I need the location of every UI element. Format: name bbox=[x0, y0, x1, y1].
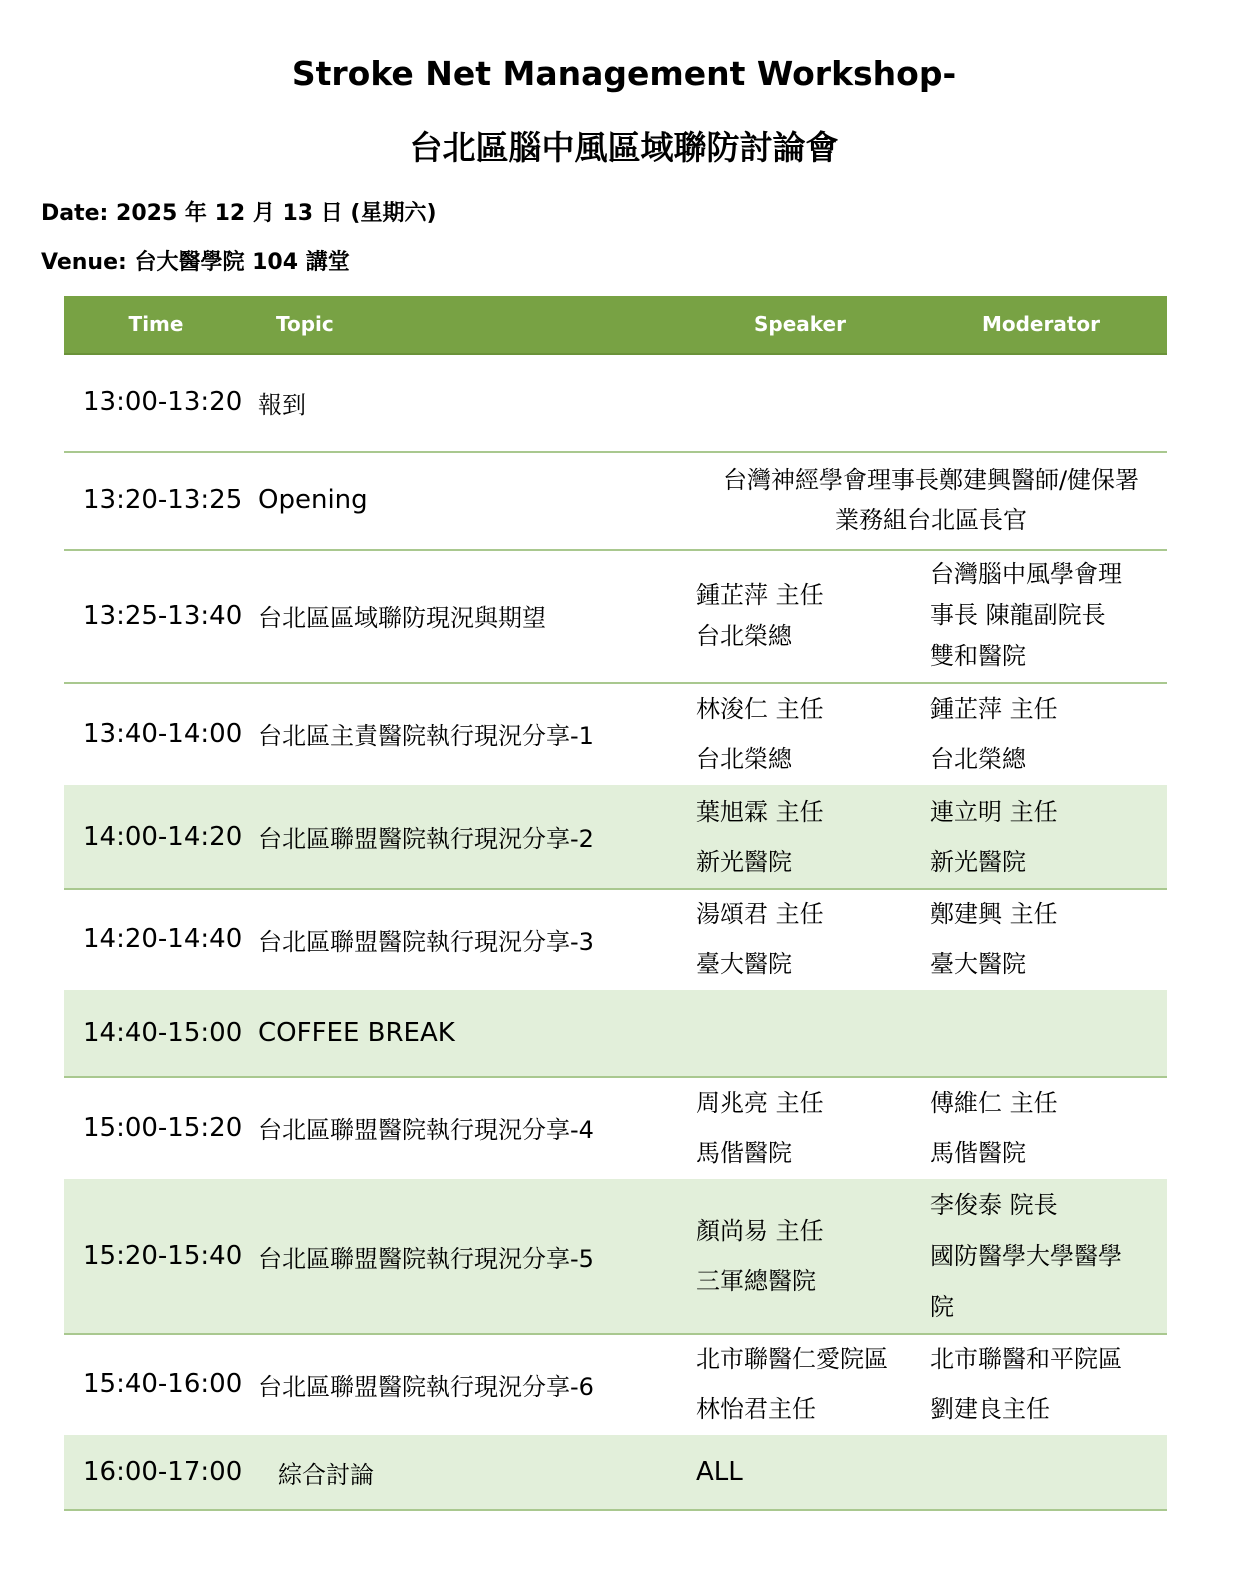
row-time: 15:00-15:20 bbox=[83, 1112, 243, 1143]
page-title: Stroke Net Management Workshop- bbox=[291, 54, 957, 93]
moderator-name: 傅維仁 主任 bbox=[930, 1088, 1058, 1117]
speaker-name: 林怡君主任 bbox=[696, 1395, 816, 1423]
row-topic: 報到 bbox=[258, 390, 306, 419]
row-moderator bbox=[930, 785, 1165, 888]
header-topic: Topic bbox=[276, 312, 334, 336]
row-speaker bbox=[696, 682, 924, 785]
row-topic: 台北區聯盟醫院執行現況分享-5 bbox=[258, 1244, 594, 1273]
table-row bbox=[64, 451, 1167, 551]
table-header bbox=[64, 296, 1167, 355]
event-venue bbox=[41, 248, 350, 278]
row-topic: 綜合討論 bbox=[278, 1460, 374, 1489]
speaker-affiliation: 新光醫院 bbox=[696, 847, 792, 876]
moderator-name: 劉建良主任 bbox=[930, 1395, 1050, 1423]
row-speaker bbox=[696, 1179, 924, 1333]
speaker-affiliation: 台北榮總 bbox=[696, 744, 792, 773]
moderator-name: 鍾芷萍 主任 bbox=[930, 694, 1058, 723]
event-date bbox=[41, 199, 437, 229]
table-row bbox=[64, 353, 1167, 453]
row-topic: Opening bbox=[258, 485, 368, 515]
moderator-affiliation: 新光醫院 bbox=[930, 847, 1026, 876]
row-topic: 台北區聯盟醫院執行現況分享-3 bbox=[258, 927, 594, 956]
table-row bbox=[64, 1333, 1167, 1437]
moderator-line: 李俊泰 院長 bbox=[930, 1190, 1058, 1219]
speaker-affiliation: 三軍總醫院 bbox=[696, 1267, 816, 1295]
row-time: 13:00-13:20 bbox=[83, 387, 243, 417]
row-time: 14:20-14:40 bbox=[83, 924, 243, 954]
moderator-affiliation: 台北榮總 bbox=[930, 744, 1026, 773]
moderator-name: 連立明 主任 bbox=[930, 797, 1058, 826]
row-moderator bbox=[930, 1333, 1165, 1435]
row-time: 15:20-15:40 bbox=[83, 1241, 243, 1271]
speaker-name: 林浚仁 主任 bbox=[696, 694, 824, 723]
row-time: 14:40-15:00 bbox=[83, 1018, 243, 1048]
table-row bbox=[64, 1076, 1167, 1181]
speaker-name: 周兆亮 主任 bbox=[696, 1088, 824, 1117]
table-row bbox=[64, 1179, 1167, 1335]
row-speaker bbox=[696, 888, 924, 990]
speaker-affiliation: 台北榮總 bbox=[696, 621, 792, 650]
moderator-affiliation: 臺大醫院 bbox=[930, 950, 1026, 978]
speaker-affiliation: 馬偕醫院 bbox=[696, 1138, 792, 1167]
moderator-affiliation: 北市聯醫和平院區 bbox=[930, 1345, 1122, 1373]
moderator-name: 鄭建興 主任 bbox=[930, 900, 1058, 928]
row-topic: 台北區聯盟醫院執行現況分享-4 bbox=[258, 1116, 594, 1144]
row-speaker: ALL bbox=[696, 1457, 743, 1487]
speaker-name: 葉旭霖 主任 bbox=[696, 797, 824, 826]
date-label: Date: bbox=[41, 201, 109, 226]
row-topic: 台北區主責醫院執行現況分享-1 bbox=[258, 722, 594, 750]
row-moderator bbox=[930, 888, 1165, 990]
row-moderator bbox=[930, 1076, 1165, 1179]
header-time: Time bbox=[128, 312, 184, 336]
table-row bbox=[64, 990, 1167, 1078]
row-speaker bbox=[696, 1076, 924, 1179]
speaker-line: 業務組台北區長官 bbox=[835, 506, 1027, 534]
moderator-line: 院 bbox=[930, 1292, 954, 1321]
moderator-line: 台灣腦中風學會理 bbox=[930, 560, 1122, 588]
header-speaker: Speaker bbox=[754, 312, 846, 336]
row-time: 16:00-17:00 bbox=[83, 1457, 243, 1487]
row-speaker bbox=[696, 1333, 924, 1435]
table-row bbox=[64, 1435, 1167, 1511]
date-value: 2025 年 12 月 13 日 (星期六) bbox=[116, 201, 437, 226]
moderator-affiliation: 馬偕醫院 bbox=[930, 1138, 1026, 1167]
table-row bbox=[64, 682, 1167, 787]
speaker-affiliation: 北市聯醫仁愛院區 bbox=[696, 1345, 888, 1373]
speaker-name: 湯頌君 主任 bbox=[696, 900, 824, 928]
venue-label: Venue: bbox=[41, 250, 127, 275]
row-opening-speaker bbox=[696, 451, 1166, 549]
speaker-name: 顏尚易 主任 bbox=[696, 1217, 824, 1245]
table-row bbox=[64, 549, 1167, 684]
speaker-line: 台灣神經學會理事長鄭建興醫師/健保署 bbox=[722, 466, 1140, 494]
table-row bbox=[64, 888, 1167, 992]
moderator-line: 事長 陳龍副院長 bbox=[930, 601, 1106, 629]
row-topic: 台北區區域聯防現況與期望 bbox=[258, 604, 546, 632]
row-time: 13:25-13:40 bbox=[83, 600, 243, 631]
row-moderator bbox=[930, 682, 1165, 785]
venue-value: 台大醫學院 104 講堂 bbox=[134, 250, 350, 275]
row-topic: 台北區聯盟醫院執行現況分享-2 bbox=[258, 825, 594, 853]
row-time: 14:00-14:20 bbox=[83, 821, 243, 852]
row-time: 13:40-14:00 bbox=[83, 718, 243, 749]
row-speaker bbox=[696, 785, 924, 888]
row-moderator bbox=[930, 549, 1165, 682]
speaker-affiliation: 臺大醫院 bbox=[696, 950, 792, 978]
table-row bbox=[64, 785, 1167, 890]
moderator-line: 雙和醫院 bbox=[930, 642, 1026, 670]
row-topic: 台北區聯盟醫院執行現況分享-6 bbox=[258, 1372, 594, 1401]
header-moderator: Moderator bbox=[981, 312, 1101, 336]
row-time: 15:40-16:00 bbox=[83, 1369, 243, 1399]
speaker-name: 鍾芷萍 主任 bbox=[696, 580, 824, 609]
page-subtitle: 台北區腦中風區域聯防討論會 bbox=[409, 128, 839, 167]
row-topic: COFFEE BREAK bbox=[258, 1018, 455, 1048]
row-moderator bbox=[930, 1179, 1165, 1333]
row-speaker bbox=[696, 549, 924, 682]
moderator-line: 國防醫學大學醫學 bbox=[930, 1241, 1122, 1270]
row-time: 13:20-13:25 bbox=[83, 485, 243, 515]
